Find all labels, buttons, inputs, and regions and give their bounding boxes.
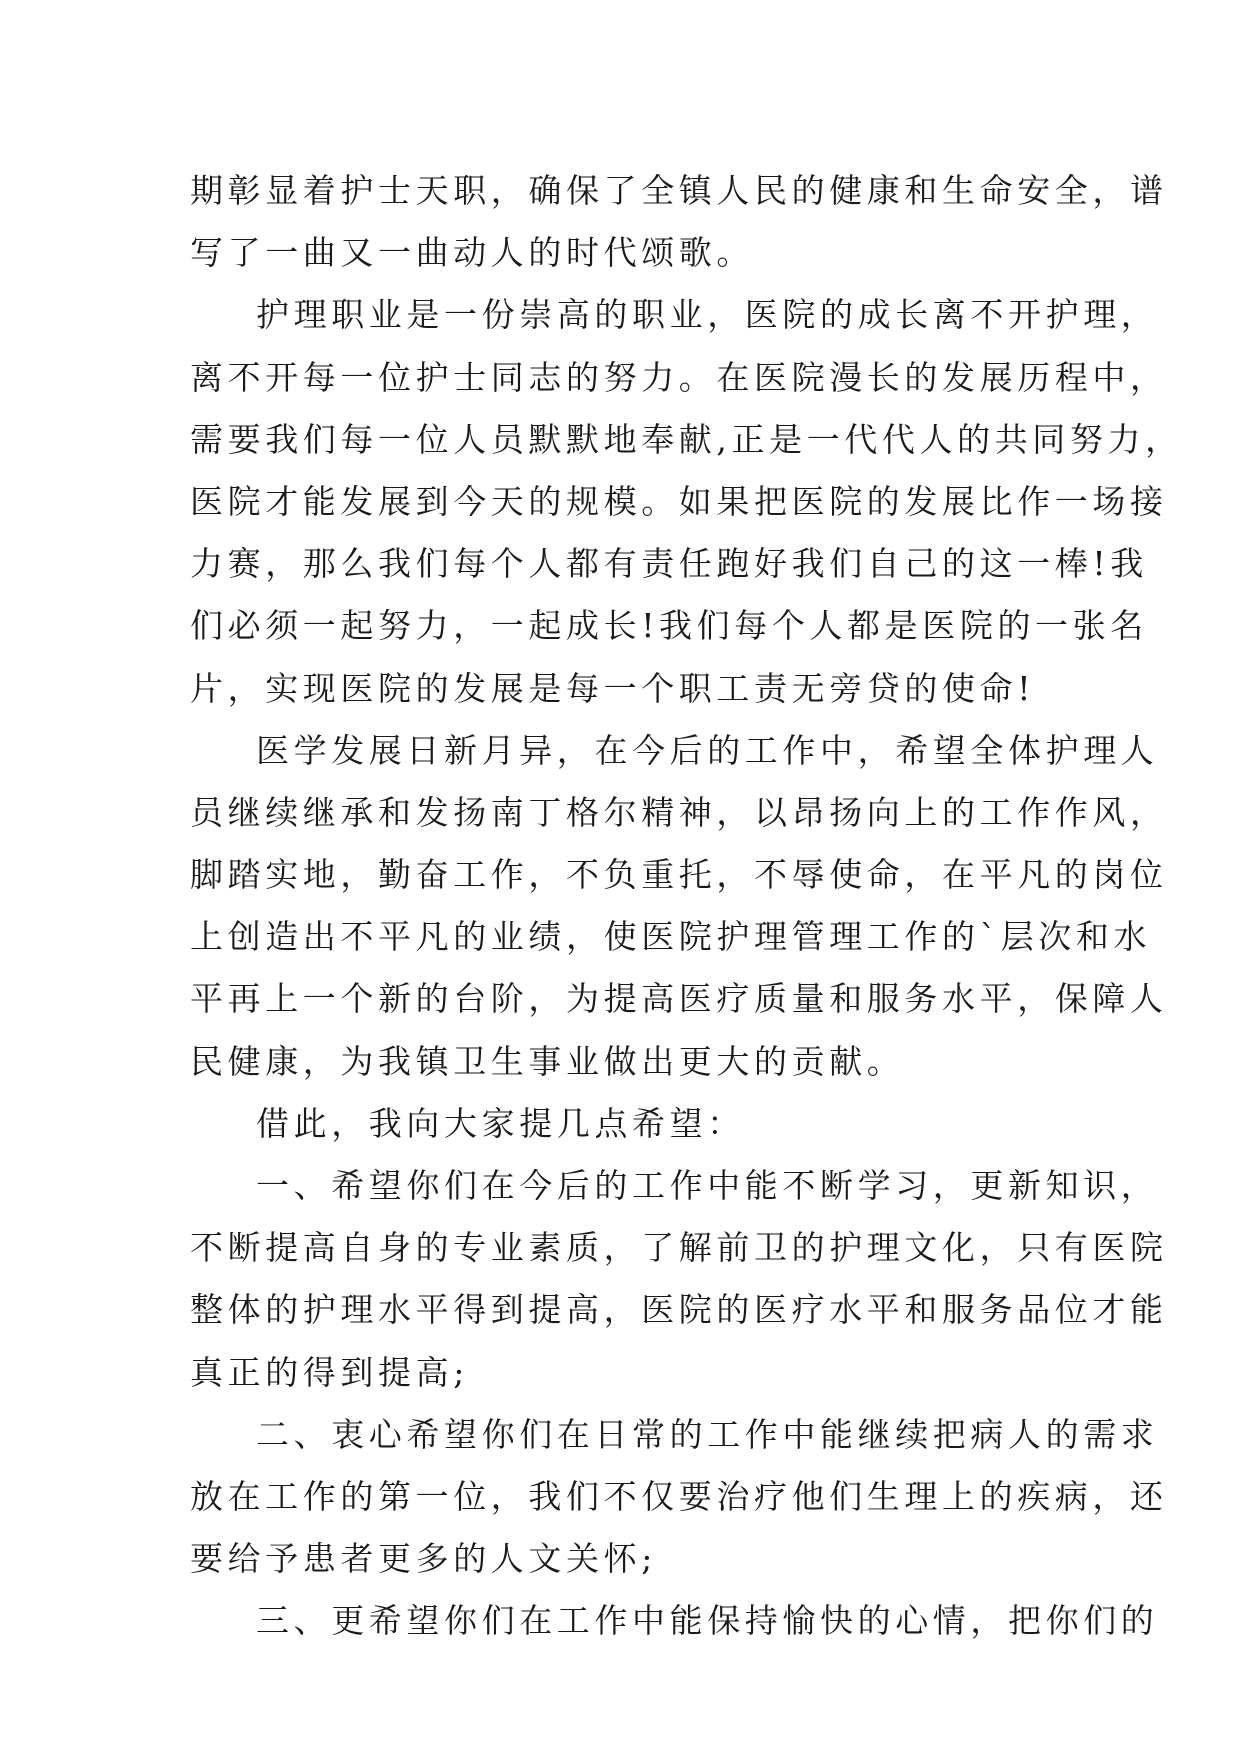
text-line: 力赛，那么我们每个人都有责任跑好我们自己的这一棒!我 [190,544,1148,584]
text-line: 脚踏实地，勤奋工作，不负重托，不辱使命，在平凡的岗位 [190,855,1168,895]
text-line: 医学发展日新月异，在今后的工作中，希望全体护理人 [256,730,1159,770]
text-line: 需要我们每一位人员默默地奉献,正是一代代人的共同努力， [190,419,1183,459]
text-line: 不断提高自身的专业素质，了解前卫的护理文化，只有医院 [190,1228,1168,1268]
text-line: 护理职业是一份崇高的职业，医院的成长离不开护理， [256,295,1159,335]
text-line: 借此，我向大家提几点希望： [256,1103,745,1143]
text-line: 平再上一个新的台阶，为提高医疗质量和服务水平，保障人 [190,979,1168,1019]
text-line: 医院才能发展到今天的规模。如果把医院的发展比作一场接 [190,481,1168,521]
text-line: 真正的得到提高; [190,1352,469,1392]
text-line: 整体的护理水平得到提高，医院的医疗水平和服务品位才能 [190,1290,1168,1330]
text-line: 三、更希望你们在工作中能保持愉快的心情，把你们的 [256,1601,1159,1641]
text-line: 上创造出不平凡的业绩，使医院护理管理工作的`层次和水 [190,917,1152,957]
text-line: 期彰显着护士天职，确保了全镇人民的健康和生命安全，谱 [190,171,1168,210]
text-line: 们必须一起努力，一起成长!我们每个人都是医院的一张名 [190,606,1148,646]
text-line: 民健康，为我镇卫生事业做出更大的贡献。 [190,1041,905,1081]
text-line: 放在工作的第一位，我们不仅要治疗他们生理上的疾病，还 [190,1476,1168,1516]
text-line: 二、衷心希望你们在日常的工作中能继续把病人的需求 [256,1414,1159,1454]
text-line: 片，实现医院的发展是每一个职工责无旁贷的使命! [190,668,1036,708]
text-line: 离不开每一位护士同志的努力。在医院漫长的发展历程中， [190,357,1168,397]
body-text [190,160,1183,1653]
text-line: 要给予患者更多的人文关怀; [190,1539,657,1579]
text-line: 写了一曲又一曲动人的时代颂歌。 [190,233,754,273]
text-line: 一、希望你们在今后的工作中能不断学习，更新知识， [256,1166,1159,1205]
text-line: 员继续继承和发扬南丁格尔精神，以昂扬向上的工作作风， [190,792,1168,832]
